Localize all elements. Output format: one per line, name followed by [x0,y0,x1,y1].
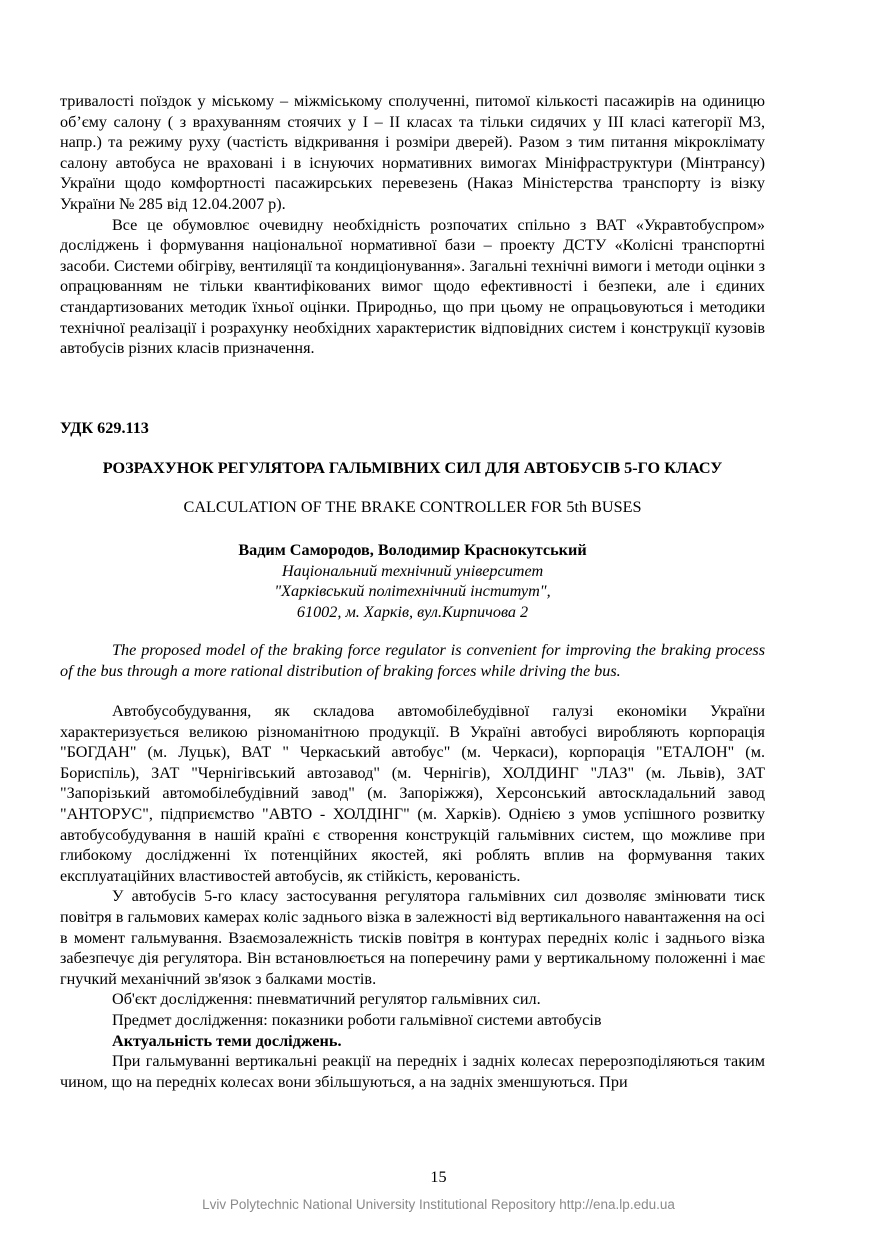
author-block [60,540,765,622]
intro-text [60,91,765,359]
page-number: 15 [430,1168,447,1186]
author-names: Вадим Самородов, Володимир Краснокутський [238,541,587,559]
abstract-text: The proposed model of the braking force regulator is convenient for improving the braking process of the bus through a more rational distribution of braking forces while driving the bus. [60,641,765,680]
body-paragraph-2: У автобусів 5-го класу застосування регулятора гальмівних сил дозволяє змінювати тиск повітря в гальмових камерах коліс заднього візка в залежності від вертикального навантаження на осі в момент гальмування. Взаємозалежність тисків повітря в контурах передніх коліс і заднього візка забезпечує дія регулятора. Він встановлюється на поперечину рами у вертикальному положенні і має гнучкий механічний зв'язок з балками мостів. [60,887,765,988]
intro-paragraph-2: Все це обумовлює очевидну необхідність розпочатих спільно з ВАТ «Укравтобуспром» досліджень і формування національної нормативної бази – проекту ДСТУ «Колісні транспортні засоби. Системи обігріву, вентиляції та кондиціонування». Загальні технічні вимоги і методи оцінки з опрацюванням не тільки квантифікованих вимог щодо ефективності і безпеки, але і єдиних стандартизованих методик їхньої оцінки. Природньо, що при цьому не опрацьовуються і методики технічної реалізації і розрахунку необхідних характеристик відповідних систем і конструкції кузовів автобусів різних класів призначення. [60,215,765,358]
intro-paragraph-1: тривалості поїздок у міському – міжміському сполученні, питомої кількості пасажирів на одиницю об’єму салону ( з врахуванням стоячих у I – II класах та тільки сидячих у III класі категорії М3, напр.) та режиму руху (частість відкривання і розміри дверей). Разом з тим питання мікроклімату салону автобуса не враховані і в існуючих нормативних вимогах Мініфраструктури (Мінтрансу) України щодо комфортності пасажирських перевезень (Наказ Міністерства транспорту із візку України № 285 від 12.04.2007 р). [60,92,765,213]
article-title-uk: РОЗРАХУНОК РЕГУЛЯТОРА ГАЛЬМІВНИХ СИЛ ДЛЯ АВТОБУСІВ 5-ГО КЛАСУ [102,459,723,477]
research-subject: Предмет дослідження: показники роботи гальмівної системи автобусів [112,1010,602,1029]
body-paragraph-3: При гальмуванні вертикальні реакції на передніх і задніх колесах перерозподіляються таким чином, що на передніх колесах вони збільшуються, а на задніх зменшуються. При [60,1052,765,1091]
body-paragraph-1: Автобусобудування, як складова автомобілебудівної галузі економіки України характеризується великою різноманітною продукції. В Україні автобусі виробляють корпорація "БОГДАН" (м. Луцьк), ВАТ " Черкаський автобус" (м. Черкаси), корпорація "ЕТАЛОН" (м. Бориспіль), ЗАТ "Чернігівський автозавод" (м. Чернігів), ХОЛДИНГ "ЛАЗ" (м. Львів), ЗАТ "Запорізький автомобілебудівний завод" (м. Запоріжжя), Херсонський автоскладальний завод "АНТОРУС", підприємство "АВТО - ХОЛДІНГ" (м. Харків). Однією з умов успішного розвитку автобусобудування в нашій країні є створення конструкцій гальмівних систем, що можливе при глибокому дослідженні їх потенційних якостей, які роблять вплив на формування таких експлуатаційних властивостей автобусів, як стійкість, керованість. [60,702,765,885]
article-body [60,701,765,1092]
repository-footer: Lviv Polytechnic National University Institutional Repository http://ena.lp.edu.ua [202,1197,675,1212]
udc-code: УДК 629.113 [60,419,149,437]
research-object: Об'єкт дослідження: пневматичний регулятор гальмівних сил. [112,990,541,1009]
affiliation-line-1: Національний технічний університет [281,561,544,580]
relevance-heading: Актуальність теми досліджень. [112,1031,342,1050]
article-title-en: CALCULATION OF THE BRAKE CONTROLLER FOR 5th BUSES [183,498,642,516]
abstract [60,640,765,681]
affiliation-line-3: 61002, м. Харків, вул.Кирпичова 2 [296,602,529,621]
affiliation-line-2: "Харківський політехнічний інститут", [274,582,551,601]
